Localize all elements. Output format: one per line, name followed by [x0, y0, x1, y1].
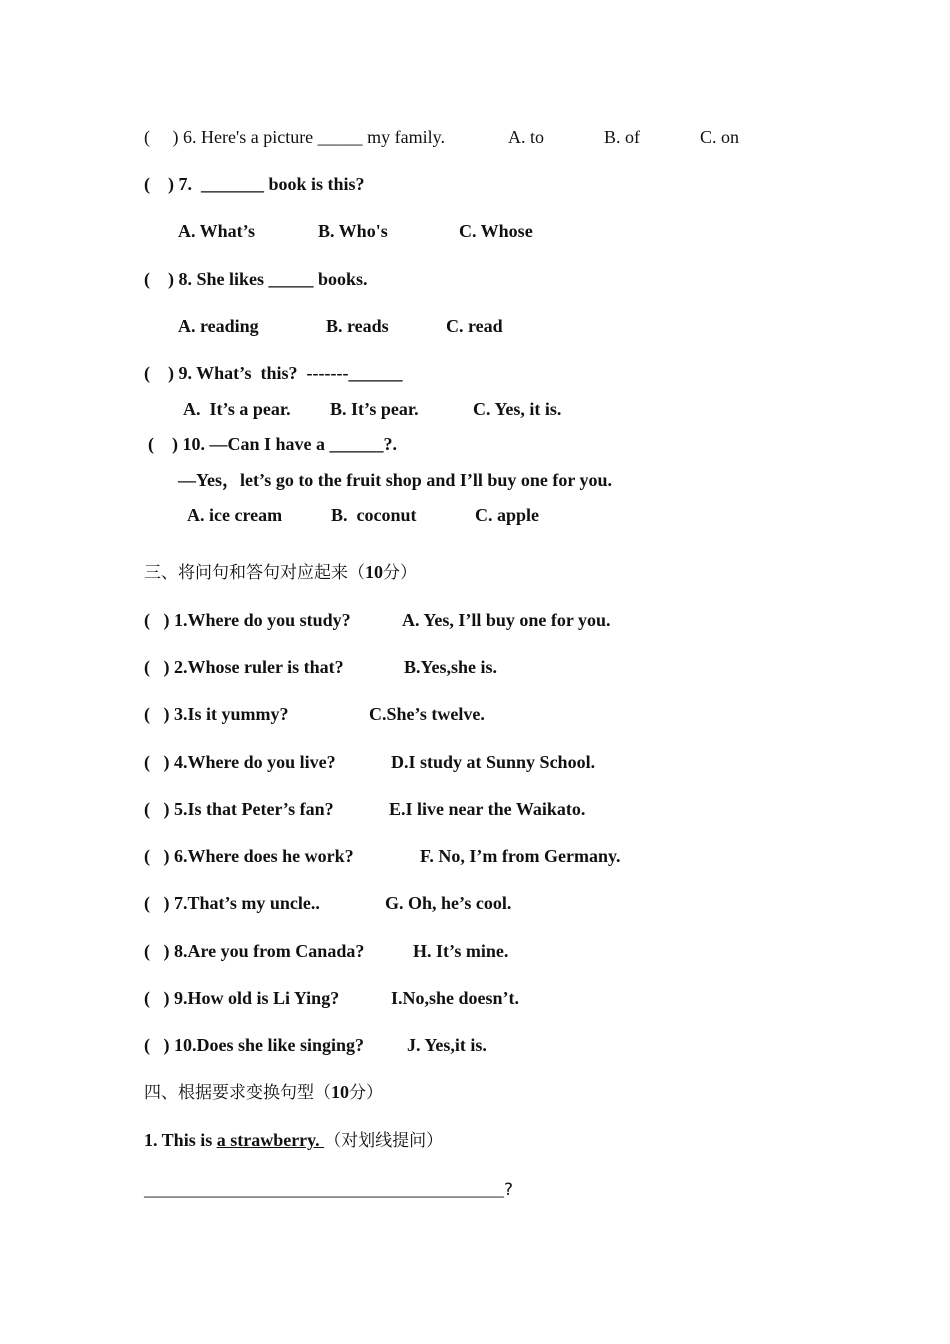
transform-question-1-note: （对划线提问）: [324, 1131, 444, 1151]
match-question-10: ( ) 10.Does she like singing?: [144, 1035, 365, 1055]
match-answer-e: E.I live near the Waikato.: [389, 799, 586, 819]
match-answer-b: B.Yes,she is.: [404, 657, 498, 677]
q10-stem: ( ) 10. —Can I have a ______?.: [148, 434, 398, 454]
match-question-8: ( ) 8.Are you from Canada?: [144, 941, 365, 961]
q8-stem: ( ) 8. She likes _____ books.: [144, 269, 368, 289]
match-answer-a: A. Yes, I’ll buy one for you.: [402, 610, 611, 630]
q8-option-b: B. reads: [326, 316, 389, 336]
match-question-1: ( ) 1.Where do you study?: [144, 610, 351, 630]
q9-option-b: B. It’s pear.: [330, 399, 419, 419]
q10-option-c: C. apple: [475, 505, 540, 525]
q8-option-c: C. read: [446, 316, 503, 336]
q10-option-a: A. ice cream: [187, 505, 283, 525]
transform-question-1: [144, 1129, 443, 1152]
match-answer-d: D.I study at Sunny School.: [391, 752, 596, 772]
transform-question-1-underlined: a strawberry.: [216, 1130, 325, 1150]
q9-option-c: C. Yes, it is.: [473, 399, 562, 419]
match-answer-f: F. No, I’m from Germany.: [420, 846, 621, 866]
section3-score: 10: [365, 562, 383, 582]
match-question-3: ( ) 3.Is it yummy?: [144, 704, 289, 724]
section4-title: [144, 1081, 383, 1104]
section4-score: 10: [331, 1082, 349, 1102]
transform-question-1-prefix: 1. This is: [144, 1130, 217, 1150]
q7-option-a: A. What’s: [178, 221, 256, 241]
answer-blank-line[interactable]: [144, 1178, 513, 1201]
match-answer-g: G. Oh, he’s cool.: [385, 893, 512, 913]
match-answer-i: I.No,she doesn’t.: [391, 988, 520, 1008]
section4-title-end: 分）: [349, 1083, 383, 1103]
match-question-9: ( ) 9.How old is Li Ying?: [144, 988, 340, 1008]
q7-option-c: C. Whose: [459, 221, 533, 241]
match-answer-h: H. It’s mine.: [413, 941, 509, 961]
q9-option-a: A. It’s a pear.: [183, 399, 291, 419]
q6-option-c: C. on: [700, 127, 740, 147]
q6-option-a: A. to: [508, 127, 544, 147]
answer-question-mark: ?: [504, 1180, 514, 1200]
q10-option-b: B. coconut: [331, 505, 417, 525]
section4-title-text: 四、根据要求变换句型（: [144, 1083, 331, 1103]
q8-option-a: A. reading: [178, 316, 259, 336]
match-question-5: ( ) 5.Is that Peter’s fan?: [144, 799, 334, 819]
q7-option-b: B. Who's: [318, 221, 388, 241]
section3-title: [144, 561, 417, 584]
match-question-7: ( ) 7.That’s my uncle..: [144, 893, 320, 913]
q7-stem: ( ) 7. _______ book is this?: [144, 174, 365, 194]
q6-stem: ( ) 6. Here's a picture _____ my family.: [144, 127, 445, 147]
q10-reply: —Yes，let’s go to the fruit shop and I’ll buy one for you.: [178, 470, 613, 490]
match-question-2: ( ) 2.Whose ruler is that?: [144, 657, 344, 677]
match-question-6: ( ) 6.Where does he work?: [144, 846, 354, 866]
section3-title-text: 三、将问句和答句对应起来（: [144, 563, 365, 583]
q9-stem: ( ) 9. What’s this? -------______: [144, 363, 403, 383]
match-answer-j: J. Yes,it is.: [407, 1035, 487, 1055]
match-answer-c: C.She’s twelve.: [369, 704, 485, 724]
match-question-4: ( ) 4.Where do you live?: [144, 752, 336, 772]
q6-option-b: B. of: [604, 127, 640, 147]
answer-blank: ________________________________________: [144, 1179, 504, 1199]
section3-title-end: 分）: [383, 563, 417, 583]
